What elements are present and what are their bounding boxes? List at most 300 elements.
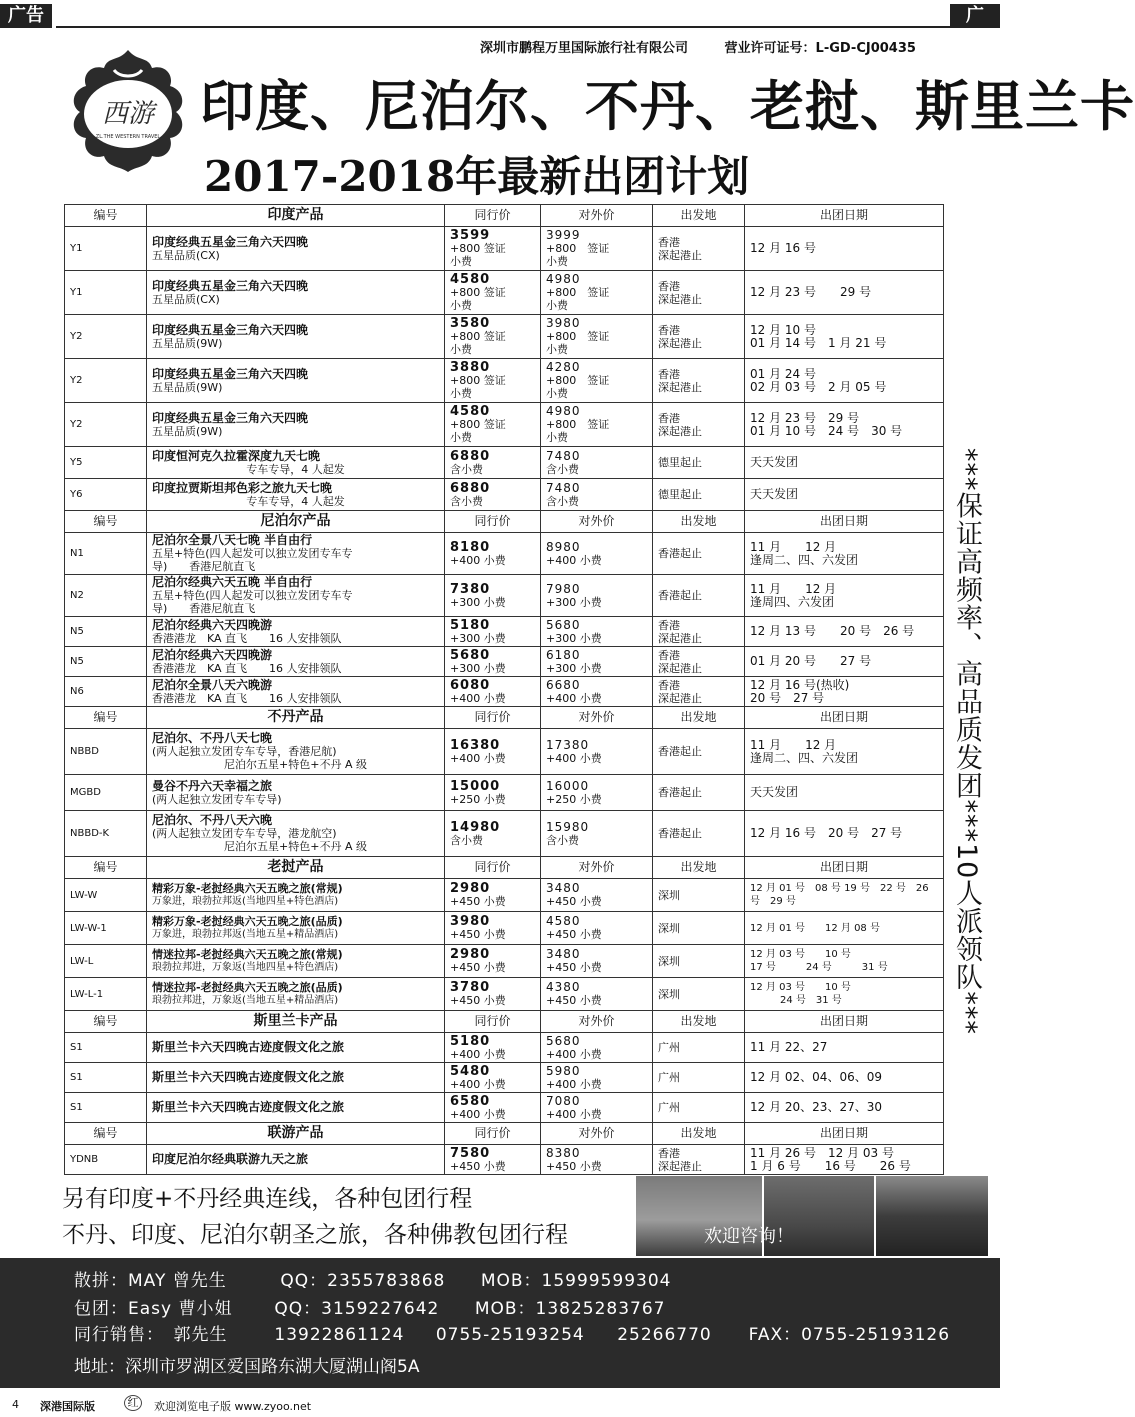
peer-price bbox=[445, 775, 541, 811]
table-row bbox=[65, 447, 944, 479]
peer-price-value: 3580 bbox=[450, 316, 491, 331]
peer-price bbox=[445, 1033, 541, 1063]
table-row bbox=[65, 978, 944, 1011]
section-title: 不丹产品 bbox=[147, 707, 445, 729]
peer-price-extra: +800 签证 bbox=[450, 330, 506, 343]
peer-price-value: 3599 bbox=[450, 228, 491, 243]
public-price-extra: +300 小费 bbox=[546, 661, 602, 675]
departure-city-extra: 深起港止 bbox=[658, 380, 702, 394]
peer-price bbox=[445, 729, 541, 775]
tour-detail: (两人起独立发团专车专导，香港尼航) bbox=[152, 745, 337, 758]
public-price bbox=[541, 617, 653, 647]
header-code: 编号 bbox=[65, 205, 147, 227]
peer-price-value: 4580 bbox=[450, 272, 491, 287]
departure-dates-value: 12 月 20、23、27、30 bbox=[750, 1100, 882, 1114]
header-peer-price: 同行价 bbox=[445, 857, 541, 879]
public-price bbox=[541, 1145, 653, 1175]
public-price-value: 15980 bbox=[546, 819, 590, 834]
departure-dates bbox=[745, 1063, 944, 1093]
tour-code: Y1 bbox=[65, 227, 147, 271]
tour-product bbox=[147, 1033, 445, 1063]
peer-price-extra: 小费 bbox=[450, 431, 472, 444]
departure-city-value: 香港 bbox=[658, 279, 680, 293]
peer-price-extra: +250 小费 bbox=[450, 792, 506, 806]
header-code: 编号 bbox=[65, 707, 147, 729]
departure-dates bbox=[745, 879, 944, 912]
departure-city-value: 深圳 bbox=[658, 987, 680, 1001]
header-code: 编号 bbox=[65, 857, 147, 879]
tour-code: S1 bbox=[65, 1063, 147, 1093]
departure-dates-value: 天天发团 bbox=[750, 487, 799, 501]
peer-price-extra: +450 小费 bbox=[450, 994, 506, 1007]
peer-price bbox=[445, 978, 541, 1011]
tour-code: Y2 bbox=[65, 315, 147, 359]
departure-city-value: 深圳 bbox=[658, 954, 680, 968]
public-price-value: 5680 bbox=[546, 1033, 581, 1048]
contact-panel bbox=[0, 1258, 1000, 1388]
departure-city bbox=[653, 1063, 745, 1093]
public-price bbox=[541, 447, 653, 479]
departure-city-value: 广州 bbox=[658, 1071, 680, 1084]
side-note-text: ***保证高频率、高品质发团***10人派领队*** bbox=[951, 448, 982, 1035]
table-row bbox=[65, 315, 944, 359]
table-row bbox=[65, 647, 944, 677]
peer-price-value: 5180 bbox=[450, 617, 491, 633]
promo-line-1: 另有印度+不丹经典连线，各种包团行程 bbox=[62, 1186, 473, 1212]
departure-city bbox=[653, 729, 745, 775]
public-price-extra: +450 小费 bbox=[546, 895, 602, 908]
peer-price-value: 2980 bbox=[450, 881, 491, 896]
tour-code: N1 bbox=[65, 533, 147, 575]
tour-name: 情迷拉邦-老挝经典六天五晚之旅(品质) bbox=[152, 981, 343, 994]
peer-price bbox=[445, 1063, 541, 1093]
tour-name: 斯里兰卡六天四晚古迹度假文化之旅 bbox=[152, 1100, 345, 1114]
tour-detail: 万象进，琅勃拉邦返(当地四星+特色酒店) bbox=[152, 896, 339, 907]
public-price-value: 16000 bbox=[546, 778, 590, 793]
peer-price-value: 4580 bbox=[450, 404, 491, 419]
tour-code: Y6 bbox=[65, 479, 147, 511]
departure-city bbox=[653, 447, 745, 479]
public-price bbox=[541, 978, 653, 1011]
departure-dates bbox=[745, 775, 944, 811]
peer-price bbox=[445, 811, 541, 857]
peer-price-value: 7380 bbox=[450, 581, 491, 597]
peer-price-value: 5680 bbox=[450, 647, 491, 663]
tour-code: MGBD bbox=[65, 775, 147, 811]
peer-price-extra: +300 小费 bbox=[450, 631, 506, 645]
edition-name: 深港国际版 bbox=[40, 1400, 95, 1413]
tour-name: 印度经典五星金三角六天四晚 bbox=[152, 366, 309, 381]
tour-code: NBBD-K bbox=[65, 811, 147, 857]
header-origin: 出发地 bbox=[653, 1011, 745, 1033]
header-code: 编号 bbox=[65, 1123, 147, 1145]
tour-detail: 琅勃拉邦进，万象返(当地四星+特色酒店) bbox=[152, 962, 339, 973]
contact-fax: FAX：0755-25193126 bbox=[748, 1325, 951, 1345]
public-price-extra: +800 签证 bbox=[546, 286, 610, 299]
contact-row-scatter bbox=[74, 1266, 672, 1291]
public-price-extra: +400 小费 bbox=[546, 751, 602, 765]
tour-code: N5 bbox=[65, 647, 147, 677]
peer-price-extra: +300 小费 bbox=[450, 661, 506, 675]
peer-price-value: 14980 bbox=[450, 819, 501, 835]
contact-phone: 25266770 bbox=[617, 1325, 712, 1345]
departure-city-extra: 深起港止 bbox=[658, 336, 702, 350]
peer-price-extra: +450 小费 bbox=[450, 895, 506, 908]
peer-price-extra: +800 签证 bbox=[450, 418, 506, 431]
departure-dates-value: 12 月 16 号 20 号 27 号 bbox=[750, 826, 903, 840]
departure-dates bbox=[745, 978, 944, 1011]
section-title: 尼泊尔产品 bbox=[147, 511, 445, 533]
table-row bbox=[65, 1033, 944, 1063]
public-price-extra: 小费 bbox=[546, 431, 568, 444]
tour-detail: 五星+特色(四人起发可以独立发团专车专 bbox=[152, 547, 353, 560]
table-row bbox=[65, 1145, 944, 1175]
header-public-price: 对外价 bbox=[541, 1123, 653, 1145]
tour-detail: 五星品质(9W) bbox=[152, 424, 223, 438]
departure-dates-value: 11 月 12 月 bbox=[750, 539, 837, 554]
departure-city-value: 广州 bbox=[658, 1041, 680, 1054]
peer-price bbox=[445, 403, 541, 447]
departure-dates-value: 12 月 01 号 08 号 19 号 22 号 26 bbox=[750, 883, 929, 894]
tour-product bbox=[147, 447, 445, 479]
header-peer-price: 同行价 bbox=[445, 1123, 541, 1145]
departure-dates bbox=[745, 647, 944, 677]
public-price-extra: +400 小费 bbox=[546, 553, 602, 567]
public-price bbox=[541, 403, 653, 447]
peer-price bbox=[445, 447, 541, 479]
public-price bbox=[541, 359, 653, 403]
departure-dates bbox=[745, 533, 944, 575]
section-header-row bbox=[65, 1123, 944, 1145]
section-header-row bbox=[65, 205, 944, 227]
header-public-price: 对外价 bbox=[541, 857, 653, 879]
contact-phone: 0755-25193254 bbox=[435, 1325, 585, 1345]
departure-dates-extra: 20 号 27 号 bbox=[750, 690, 825, 705]
table-row bbox=[65, 359, 944, 403]
departure-dates-value: 12 月 16 号(热收) bbox=[750, 677, 850, 692]
departure-dates-extra: 逢周二、四、六发团 bbox=[750, 552, 859, 567]
departure-city-value: 香港 bbox=[658, 411, 680, 425]
public-price-value: 3480 bbox=[546, 947, 581, 961]
tour-name: 尼泊尔、不丹八天七晚 bbox=[152, 731, 273, 745]
logo-subtext: ZL.THE WESTERN TRAVEL bbox=[95, 134, 161, 140]
edition-badge: 红 bbox=[124, 1395, 142, 1411]
tour-product bbox=[147, 945, 445, 978]
departure-city-value: 香港 bbox=[658, 1146, 680, 1160]
departure-city bbox=[653, 1033, 745, 1063]
tour-code: N5 bbox=[65, 617, 147, 647]
tour-product bbox=[147, 533, 445, 575]
tour-code: LW-L bbox=[65, 945, 147, 978]
table-row bbox=[65, 912, 944, 945]
header-dates: 出团日期 bbox=[745, 1123, 944, 1145]
public-price bbox=[541, 1033, 653, 1063]
tour-name: 尼泊尔经典六天四晚游 bbox=[152, 647, 273, 662]
contact-row-sales bbox=[74, 1320, 950, 1345]
departure-dates bbox=[745, 811, 944, 857]
departure-dates-value: 11 月 12 月 bbox=[750, 581, 837, 596]
tour-code: YDNB bbox=[65, 1145, 147, 1175]
peer-price bbox=[445, 227, 541, 271]
header-dates: 出团日期 bbox=[745, 205, 944, 227]
license-number: 营业许可证号：L-GD-CJ00435 bbox=[724, 41, 916, 56]
table-row bbox=[65, 403, 944, 447]
departure-city-value: 深圳 bbox=[658, 888, 680, 902]
peer-price-extra: 小费 bbox=[450, 343, 472, 356]
table-row bbox=[65, 575, 944, 617]
public-price-extra: +450 小费 bbox=[546, 961, 602, 974]
public-price-value: 3999 bbox=[546, 228, 581, 242]
tour-detail: 琅勃拉邦进，万象返(当地五星+精品酒店) bbox=[152, 995, 339, 1006]
departure-dates-extra: 1 月 6 号 16 号 26 号 bbox=[750, 1158, 911, 1173]
public-price-extra: +400 小费 bbox=[546, 691, 602, 705]
tour-name: 斯里兰卡六天四晚古迹度假文化之旅 bbox=[152, 1070, 345, 1084]
public-price-extra: +450 小费 bbox=[546, 1159, 602, 1173]
departure-dates-extra: 17 号 24 号 31 号 bbox=[750, 962, 888, 973]
table-row bbox=[65, 227, 944, 271]
public-price-extra: 小费 bbox=[546, 343, 568, 356]
departure-city-value: 香港 bbox=[658, 648, 680, 662]
table-row bbox=[65, 1063, 944, 1093]
departure-dates-extra: 01 月 14 号 1 月 21 号 bbox=[750, 335, 887, 350]
public-price bbox=[541, 315, 653, 359]
departure-dates-value: 12 月 23 号 29 号 bbox=[750, 285, 872, 299]
departure-city bbox=[653, 677, 745, 707]
top-rule bbox=[56, 26, 950, 28]
departure-city bbox=[653, 912, 745, 945]
company-name: 深圳市鹏程万里国际旅行社有限公司 bbox=[480, 41, 689, 56]
peer-price-extra: +400 小费 bbox=[450, 553, 506, 567]
tour-detail: 五星品质(CX) bbox=[152, 248, 220, 262]
tour-detail: 五星品质(CX) bbox=[152, 292, 220, 306]
section-header-row bbox=[65, 511, 944, 533]
departure-dates-value: 12 月 23 号 29 号 bbox=[750, 410, 860, 425]
public-price bbox=[541, 677, 653, 707]
departure-dates bbox=[745, 479, 944, 511]
peer-price-value: 6080 bbox=[450, 677, 491, 693]
tour-name: 印度拉贾斯坦邦色彩之旅九天七晚 bbox=[152, 480, 333, 495]
public-price-value: 5980 bbox=[546, 1063, 581, 1078]
tour-name: 尼泊尔经典六天四晚游 bbox=[152, 617, 273, 632]
public-price-value: 8980 bbox=[546, 539, 581, 554]
header-origin: 出发地 bbox=[653, 511, 745, 533]
tour-product bbox=[147, 1093, 445, 1123]
table-row bbox=[65, 775, 944, 811]
peer-price-value: 6880 bbox=[450, 448, 491, 464]
departure-dates bbox=[745, 1093, 944, 1123]
peer-price-extra: +450 小费 bbox=[450, 928, 506, 941]
departure-dates bbox=[745, 359, 944, 403]
tour-detail: (两人起独立发团专车专导，港龙航空) bbox=[152, 827, 337, 840]
header-code: 编号 bbox=[65, 1011, 147, 1033]
departure-dates-value: 12 月 10 号 bbox=[750, 322, 816, 337]
public-price bbox=[541, 647, 653, 677]
peer-price-extra: 小费 bbox=[450, 387, 472, 400]
departure-city-value: 香港 bbox=[658, 367, 680, 381]
departure-city-extra: 深起港止 bbox=[658, 424, 702, 438]
page-footer bbox=[0, 1392, 1000, 1417]
departure-city-value: 香港起止 bbox=[658, 786, 702, 799]
tour-product bbox=[147, 647, 445, 677]
departure-dates-value: 11 月 26 号 12 月 03 号 bbox=[750, 1145, 894, 1160]
departure-dates-value: 12 月 16 号 bbox=[750, 241, 816, 255]
header-peer-price: 同行价 bbox=[445, 511, 541, 533]
peer-price bbox=[445, 1145, 541, 1175]
tour-name: 印度经典五星金三角六天四晚 bbox=[152, 234, 309, 249]
contact-qq: QQ：2355783868 bbox=[280, 1271, 446, 1291]
public-price-value: 4280 bbox=[546, 360, 581, 374]
peer-price bbox=[445, 617, 541, 647]
peer-price-value: 15000 bbox=[450, 778, 501, 794]
departure-dates-value: 01 月 20 号 27 号 bbox=[750, 654, 872, 668]
departure-city-extra: 深起港止 bbox=[658, 248, 702, 262]
company-line bbox=[480, 37, 948, 56]
public-price bbox=[541, 1063, 653, 1093]
public-price-value: 6180 bbox=[546, 647, 581, 662]
departure-dates-value: 01 月 24 号 bbox=[750, 366, 816, 381]
departure-city bbox=[653, 315, 745, 359]
public-price bbox=[541, 912, 653, 945]
monastery-photo bbox=[876, 1176, 988, 1256]
tour-product bbox=[147, 1063, 445, 1093]
section-title: 联游产品 bbox=[147, 1123, 445, 1145]
tour-name: 曼谷不丹六天幸福之旅 bbox=[152, 778, 273, 793]
side-note bbox=[946, 448, 986, 1052]
tour-code: S1 bbox=[65, 1093, 147, 1123]
departure-dates-value: 天天发团 bbox=[750, 785, 799, 799]
departure-city bbox=[653, 479, 745, 511]
peer-price-value: 3980 bbox=[450, 914, 491, 929]
tour-name: 印度经典五星金三角六天四晚 bbox=[152, 278, 309, 293]
header-peer-price: 同行价 bbox=[445, 707, 541, 729]
tour-detail: 尼泊尔五星+特色+不丹 A 级 bbox=[224, 758, 367, 771]
contact-address: 地址：深圳市罗湖区爱国路东湖大厦湖山阁5A bbox=[74, 1357, 420, 1377]
peer-price bbox=[445, 945, 541, 978]
tour-name: 印度尼泊尔经典联游九天之旅 bbox=[152, 1152, 309, 1166]
peer-price-value: 8180 bbox=[450, 539, 491, 555]
table-row bbox=[65, 729, 944, 775]
section-title: 斯里兰卡产品 bbox=[147, 1011, 445, 1033]
departure-city-value: 香港起止 bbox=[658, 827, 702, 840]
header-dates: 出团日期 bbox=[745, 1011, 944, 1033]
tour-code: S1 bbox=[65, 1033, 147, 1063]
departure-city bbox=[653, 359, 745, 403]
table-row bbox=[65, 879, 944, 912]
public-price bbox=[541, 533, 653, 575]
departure-dates bbox=[745, 1145, 944, 1175]
public-price-extra: 小费 bbox=[546, 299, 568, 312]
public-price-extra: +800 签证 bbox=[546, 330, 610, 343]
public-price-value: 7480 bbox=[546, 448, 581, 463]
tour-product bbox=[147, 978, 445, 1011]
departure-city-value: 香港 bbox=[658, 323, 680, 337]
tour-name: 印度经典五星金三角六天四晚 bbox=[152, 410, 309, 425]
contact-row-group bbox=[74, 1294, 666, 1319]
public-price-extra: +300 小费 bbox=[546, 595, 602, 609]
departure-city bbox=[653, 879, 745, 912]
public-price bbox=[541, 479, 653, 511]
contact-qq: QQ：3159227642 bbox=[274, 1299, 440, 1319]
tour-code: Y2 bbox=[65, 403, 147, 447]
header-origin: 出发地 bbox=[653, 205, 745, 227]
departure-dates-value: 12 月 03 号 10 号 bbox=[750, 949, 851, 960]
departure-dates-extra: 逢周二、四、六发团 bbox=[750, 750, 859, 765]
contact-mob: MOB：13825283767 bbox=[474, 1299, 666, 1319]
departure-dates-value: 12 月 02、04、06、09 bbox=[750, 1070, 882, 1084]
public-price-extra: +450 小费 bbox=[546, 994, 602, 1007]
tour-code: Y1 bbox=[65, 271, 147, 315]
peer-price-extra: 小费 bbox=[450, 255, 472, 268]
departure-city-value: 香港起止 bbox=[658, 547, 702, 560]
departure-dates bbox=[745, 227, 944, 271]
peer-price-extra: +400 小费 bbox=[450, 1077, 506, 1091]
tour-detail: 导) 香港尼航直飞 bbox=[152, 560, 256, 573]
public-price bbox=[541, 729, 653, 775]
peer-price bbox=[445, 912, 541, 945]
departure-dates bbox=[745, 677, 944, 707]
public-price-value: 5680 bbox=[546, 617, 581, 632]
tour-detail: 五星+特色(四人起发可以独立发团专车专 bbox=[152, 589, 353, 602]
peer-price-extra: +450 小费 bbox=[450, 961, 506, 974]
tour-detail: 尼泊尔五星+特色+不丹 A 级 bbox=[224, 840, 367, 853]
header-public-price: 对外价 bbox=[541, 1011, 653, 1033]
departure-dates bbox=[745, 403, 944, 447]
public-price-value: 4380 bbox=[546, 980, 581, 994]
contact-label: 散拼：MAY 曾先生 bbox=[74, 1271, 227, 1291]
departure-city-value: 深圳 bbox=[658, 921, 680, 935]
table-row bbox=[65, 677, 944, 707]
tour-detail: 五星品质(9W) bbox=[152, 380, 223, 394]
public-price-value: 7980 bbox=[546, 581, 581, 596]
tour-product bbox=[147, 912, 445, 945]
tour-detail: 专车专导，4 人起发 bbox=[246, 494, 345, 508]
departure-dates-extra: 01 月 10 号 24 号 30 号 bbox=[750, 423, 903, 438]
tour-name: 精彩万象-老挝经典六天五晚之旅(品质) bbox=[152, 915, 343, 928]
tour-detail: 香港港龙 KA 直飞 16 人安排领队 bbox=[152, 691, 342, 705]
public-price bbox=[541, 945, 653, 978]
peer-price-extra: +450 小费 bbox=[450, 1159, 506, 1173]
section-header-row bbox=[65, 1011, 944, 1033]
tour-name: 情迷拉邦-老挝经典六天五晚之旅(常规) bbox=[152, 948, 343, 961]
departure-city-value: 德里起止 bbox=[658, 456, 702, 469]
departure-dates bbox=[745, 617, 944, 647]
tour-product bbox=[147, 403, 445, 447]
public-price bbox=[541, 1093, 653, 1123]
peer-price-extra: +800 签证 bbox=[450, 286, 506, 299]
departure-dates-extra: 号 29 号 bbox=[750, 896, 796, 907]
departure-dates bbox=[745, 1033, 944, 1063]
public-price-value: 7480 bbox=[546, 480, 581, 495]
peer-price-extra: 含小费 bbox=[450, 462, 483, 476]
peer-price-value: 5180 bbox=[450, 1033, 491, 1049]
peer-price-extra: +400 小费 bbox=[450, 1047, 506, 1061]
peer-price-value: 3880 bbox=[450, 360, 491, 375]
departure-dates-value: 天天发团 bbox=[750, 455, 799, 469]
peer-price-extra: +800 签证 bbox=[450, 374, 506, 387]
page-number: 4 bbox=[12, 1398, 19, 1411]
peer-price bbox=[445, 315, 541, 359]
contact-mob: MOB：15999599304 bbox=[480, 1271, 672, 1291]
departure-city-value: 香港起止 bbox=[658, 589, 702, 602]
departure-dates-value: 12 月 03 号 10 号 bbox=[750, 982, 851, 993]
public-price-extra: +400 小费 bbox=[546, 1077, 602, 1091]
departure-city bbox=[653, 1145, 745, 1175]
peer-price-value: 5480 bbox=[450, 1063, 491, 1079]
tour-detail: 专车专导，4 人起发 bbox=[246, 462, 345, 476]
peer-price-value: 6880 bbox=[450, 480, 491, 496]
ad-tag-left: 广告 bbox=[0, 4, 52, 28]
public-price-value: 4980 bbox=[546, 272, 581, 286]
